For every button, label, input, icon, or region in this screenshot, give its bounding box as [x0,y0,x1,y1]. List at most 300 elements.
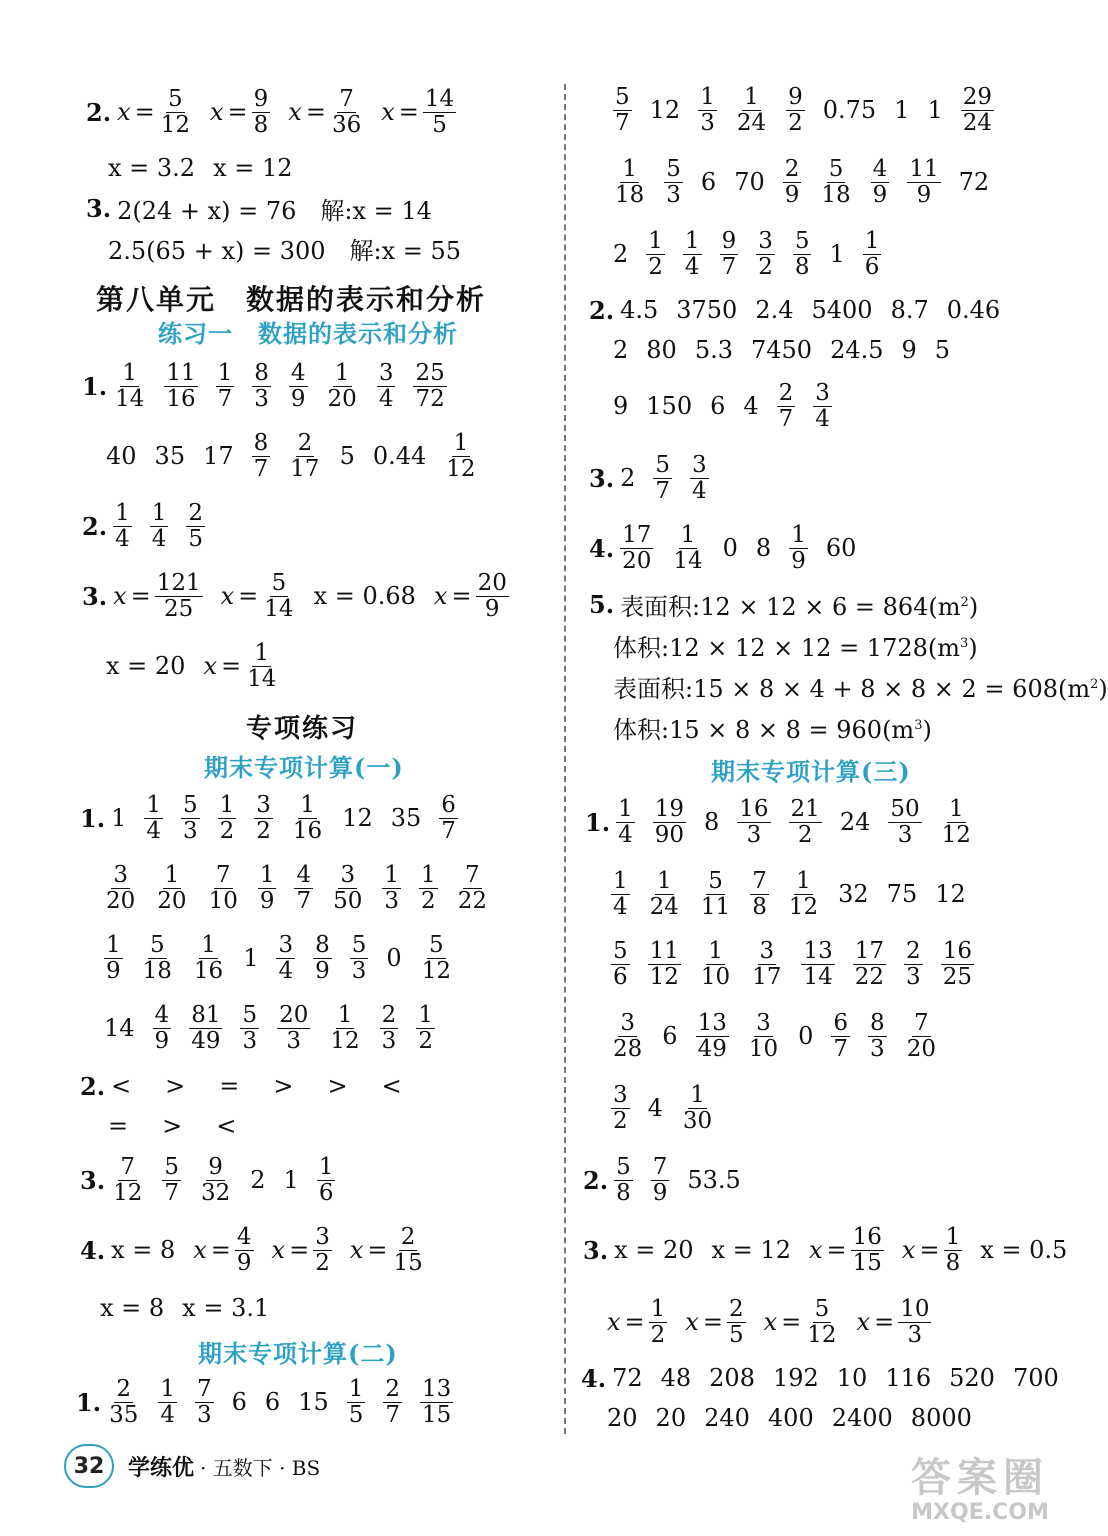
fraction [649,1297,668,1346]
fraction [252,87,271,136]
fraction [611,1011,644,1060]
numerator: 3 [758,228,773,255]
denominator: 2 [256,817,271,844]
fraction [476,571,509,620]
numerator: 1 [796,868,811,895]
denominator: 6 [613,963,628,990]
variable: x [113,582,127,610]
answer-value: 80 [646,336,677,364]
denominator: 9 [154,1027,170,1054]
fraction [456,863,489,912]
denominator: 4 [278,957,294,984]
numerator: 3 [315,1224,330,1251]
answer-row [611,1078,732,1138]
unit-exponent: 2 [1090,676,1099,692]
answer-row [589,448,727,508]
fraction [391,1225,424,1274]
numerator: 3 [620,1010,635,1037]
numerator: 3 [756,1010,771,1037]
denominator: 30 [682,1107,713,1134]
denominator: 5 [348,1401,364,1428]
variable: x [607,1308,621,1336]
denominator: 2 [219,817,235,844]
denominator: 5 [728,1321,744,1348]
answer-value: 6 [710,392,726,420]
numerator: 2 [297,430,313,457]
denominator: 14 [115,385,145,412]
denominator: 14 [247,665,277,692]
denominator: 6 [864,253,880,280]
numerator: 8 [315,932,330,959]
numerator: 5 [616,1154,631,1181]
fraction [144,793,163,842]
answer-row [82,496,223,556]
equation [117,87,192,136]
answer-row [104,928,471,988]
denominator: 7 [164,1179,179,1206]
numerator: 3 [815,380,830,407]
question-number: 4. [581,1363,607,1393]
denominator: 4 [146,817,161,844]
denominator: 18 [821,181,851,208]
answer-value: 240 [704,1404,750,1432]
denominator: 12 [113,1179,143,1206]
fraction [189,1003,222,1052]
fraction [699,939,732,988]
variable: x [210,98,224,126]
denominator: 3 [907,1321,923,1348]
numerator: 5 [351,932,367,959]
denominator: 4 [151,525,167,552]
denominator: 14 [673,547,703,574]
unit-title: 第八单元 数据的表示和分析 [96,283,487,316]
denominator: 3 [286,1027,302,1054]
fraction [347,1377,366,1426]
fraction [940,797,973,846]
variable: x [685,1308,699,1336]
section-title: 期末专项计算(三) [711,757,911,786]
variable: x [381,98,395,126]
answer-value: 12 [342,804,373,832]
equals-sign: = [781,1308,802,1336]
fraction [683,229,702,278]
fraction [783,157,802,206]
fraction [750,869,769,918]
answer-value: 24.5 [830,336,884,364]
fraction [831,1011,850,1060]
answer-row [611,1006,956,1066]
numerator: 1 [164,862,180,889]
numerator: 1 [680,522,696,549]
answer-row [108,1106,270,1146]
answer-row [80,1220,443,1280]
fraction [789,797,822,846]
answer-row [80,1150,353,1210]
fraction [326,361,359,410]
equation-text: 2.5(65 + x) = 300 解:x = 55 [108,236,462,265]
numerator: 5 [708,868,723,895]
answer-value: 20 [655,1404,687,1432]
answer-row: 体积:12 × $12 \times 12 = 1728(m^3)$ [613,633,978,662]
answer-row [613,80,1012,140]
denominator: 5 [432,111,447,138]
fraction [907,157,940,206]
equals-sign: = [130,582,151,610]
answer-row [583,1150,759,1210]
equals-sign: = [826,1236,847,1264]
numerator: 1 [259,862,275,889]
fraction [155,863,188,912]
answer-value: 72 [958,168,990,196]
equation [857,1297,932,1346]
denominator: 10 [700,963,731,990]
denominator: 18 [142,957,172,984]
answer-value: 520 [949,1364,995,1392]
numerator: 5 [794,228,810,255]
numerator: 7 [652,1154,668,1181]
answer-value: 8 [755,534,772,562]
fraction [199,1155,232,1204]
section-title: 期末专项计算(二) [198,1339,398,1368]
numerator: 17 [622,522,652,549]
fraction [383,1377,402,1426]
numerator: 1 [700,84,715,111]
answer-value: 1 [111,804,127,832]
answer-value: 1 [894,96,910,124]
fraction [420,933,453,982]
variable: x [349,1236,364,1264]
answer-row [611,934,992,994]
denominator: 10 [748,1035,779,1062]
numerator: 1 [613,868,628,895]
denominator: 6 [318,1179,334,1206]
numerator: 50 [890,796,920,823]
answer-row [82,356,465,416]
numerator: 1 [418,1002,433,1029]
fraction [653,453,672,502]
denominator: 17 [752,963,782,990]
fraction [941,939,974,988]
answer-value: > [165,1072,186,1100]
numerator: 1 [744,84,759,111]
fraction [328,1003,361,1052]
answer-value: 0.75 [822,96,877,124]
fraction [331,863,364,912]
numerator: 7 [196,1376,212,1403]
equation [685,1297,745,1346]
equals-sign: = [221,652,242,680]
denominator: 2 [421,887,436,914]
denominator: 3 [242,1027,258,1054]
fraction [614,1155,633,1204]
numerator: 1 [217,360,233,387]
fraction [801,939,834,988]
denominator: 8 [752,893,767,920]
equation [193,1225,253,1274]
answer-value: x = 3.1 [182,1294,270,1322]
fraction [611,1083,630,1132]
numerator: 1 [948,796,964,823]
answer-row [613,376,850,436]
answer-value: 60 [825,534,857,562]
answer-row [613,152,1007,212]
denominator: 16 [193,957,224,984]
answer-value: 40 [106,442,137,470]
answer-value: 1 [829,240,845,268]
answer-value: 5 [339,442,355,470]
numerator: 16 [852,1224,882,1251]
answer-value: 8000 [910,1404,972,1432]
numerator: 14 [424,86,455,113]
answer-row [86,82,474,142]
denominator: 3 [182,817,198,844]
fraction [439,793,458,842]
fraction [141,933,174,982]
fraction [291,793,324,842]
answer-row [80,788,476,848]
numerator: 11 [909,156,939,183]
fraction [699,869,732,918]
fraction [868,1011,887,1060]
numerator: 1 [115,500,130,527]
answer-value: x = 8 [100,1294,165,1322]
answer-value: 7450 [751,336,813,364]
answer-value: 75 [886,880,918,908]
denominator: 17 [290,455,320,482]
numerator: 13 [803,938,833,965]
numerator: 3 [759,938,775,965]
numerator: 1 [348,1376,364,1403]
fraction [616,797,635,846]
fraction [276,933,295,982]
answer-value: 3750 [676,296,738,324]
fraction [653,797,686,846]
answer-value: 70 [734,168,765,196]
answer-row [583,1220,1085,1280]
denominator: 9 [259,887,275,914]
denominator: 3 [196,1401,212,1428]
answer-value: 8 [703,808,720,836]
numerator: 1 [618,796,633,823]
denominator: 2 [797,821,813,848]
answer-row [611,864,984,924]
fraction [252,361,271,410]
fraction [671,523,704,572]
fraction [727,1297,746,1346]
answer-value: 6 [231,1388,247,1416]
answer-row [100,1288,287,1328]
numerator: 9 [253,86,269,113]
denominator: 2 [613,1107,628,1134]
watermark [900,1456,1060,1530]
denominator: 3 [870,1035,885,1062]
answer-row [106,636,296,696]
answer-value: < [216,1112,237,1140]
denominator: 9 [290,385,306,412]
fraction [377,361,396,410]
variable: x [288,98,302,126]
fraction [380,1003,399,1052]
equation [381,87,456,136]
fraction [186,501,205,550]
fraction [420,1377,453,1426]
numerator: 1 [690,1082,705,1109]
fraction [288,431,321,480]
answer-value: 24 [839,808,871,836]
denominator: 2 [758,253,773,280]
fraction [961,85,994,134]
denominator: 9 [916,181,932,208]
numerator: 7 [120,1154,136,1181]
fraction [863,229,882,278]
fraction [104,863,137,912]
answer-value: 5400 [811,296,873,324]
fraction [851,1225,884,1274]
fraction [613,157,646,206]
denominator: 12 [446,455,476,482]
answer-value: x = 0.5 [980,1236,1068,1264]
answer-row [585,792,991,852]
denominator: 4 [684,253,700,280]
fraction [613,85,632,134]
numerator: 5 [666,156,681,183]
numerator: 7 [752,868,767,895]
fraction [107,1377,140,1426]
numerator: 1 [650,1296,666,1323]
numerator: 25 [415,360,445,387]
answer-row [82,566,527,626]
equation [350,1225,425,1274]
numerator: 7 [339,86,354,113]
denominator: 22 [854,963,885,990]
numerator: 2 [116,1376,132,1403]
fraction [240,1003,259,1052]
answer-value: x = 20 [106,652,186,680]
answer-row [106,426,496,486]
denominator: 7 [721,253,737,280]
answer-value: 48 [660,1364,692,1392]
answer-value: 12 [649,96,681,124]
numerator: 10 [900,1296,930,1323]
numerator: 4 [290,360,306,387]
fraction [737,797,770,846]
denominator: 2 [788,109,803,136]
fraction [696,1011,729,1060]
equation [288,87,363,136]
numerator: 3 [691,452,707,479]
denominator: 25 [164,595,194,622]
denominator: 7 [217,385,233,412]
fraction [258,863,277,912]
fraction [277,1003,310,1052]
answer-value: 400 [767,1404,814,1432]
answer-value: 208 [709,1364,755,1392]
fraction [181,793,200,842]
fraction [254,793,273,842]
answer-value: 17 [203,442,234,470]
fraction [611,939,630,988]
numerator: 11 [166,360,196,387]
denominator: 7 [833,1035,849,1062]
numerator: 16 [942,938,972,965]
fraction [153,1003,172,1052]
denominator: 4 [691,477,707,504]
numerator: 1 [864,228,880,255]
denominator: 20 [157,887,187,914]
denominator: 14 [264,595,294,622]
equation-text: 2(24 + x) = 76 解:x = 14 [117,196,432,225]
denominator: 7 [615,109,630,136]
numerator: 7 [914,1010,929,1037]
numerator: 9 [721,228,737,255]
denominator: 9 [872,181,888,208]
answer-value: 9 [901,336,917,364]
numerator: 2 [188,500,203,527]
denominator: 8 [253,111,269,138]
equation [210,87,270,136]
answer-value: 2 [613,240,629,268]
question-number: 1. [80,803,106,833]
equation [607,1297,667,1346]
answer-value: < [111,1072,132,1100]
question-number: 4. [80,1235,106,1265]
denominator: 3 [384,887,400,914]
numerator: 9 [208,1154,223,1181]
answer-value: 1 [283,1166,299,1194]
fraction [159,87,192,136]
numerator: 5 [828,156,844,183]
numerator: 13 [697,1010,727,1037]
denominator: 9 [106,957,121,984]
denominator: 15 [393,1249,423,1276]
numerator: 1 [334,360,350,387]
fraction [793,229,812,278]
denominator: 20 [622,547,652,574]
denominator: 11 [700,893,731,920]
answer-value: 0.44 [372,442,427,470]
numerator: 1 [300,792,315,819]
answer-value: 4.5 [620,296,659,324]
fraction [690,453,709,502]
equals-sign: = [919,1236,940,1264]
denominator: 2 [650,1321,666,1348]
numerator: 5 [429,932,444,959]
numerator: 1 [684,228,700,255]
equation [809,1225,884,1274]
fraction [777,381,796,430]
fraction [158,1377,177,1426]
numerator: 1 [151,500,167,527]
answer-value: 53.5 [687,1166,741,1194]
denominator: 5 [188,525,203,552]
answer-value: x = 0.68 [313,582,416,610]
fraction [944,1225,963,1274]
answer-value: 2 [613,336,629,364]
question-number: 1. [82,371,108,401]
question-number: 5. [589,589,615,619]
fraction [905,1011,938,1060]
fraction [747,1011,780,1060]
equation [203,641,278,690]
denominator: 3 [666,181,681,208]
fraction [111,1155,144,1204]
answer-value: 4 [647,1094,663,1122]
denominator: 3 [700,109,715,136]
denominator: 7 [778,405,794,432]
numerator: 20 [279,1002,309,1029]
denominator: 4 [618,821,633,848]
numerator: 21 [790,796,820,823]
